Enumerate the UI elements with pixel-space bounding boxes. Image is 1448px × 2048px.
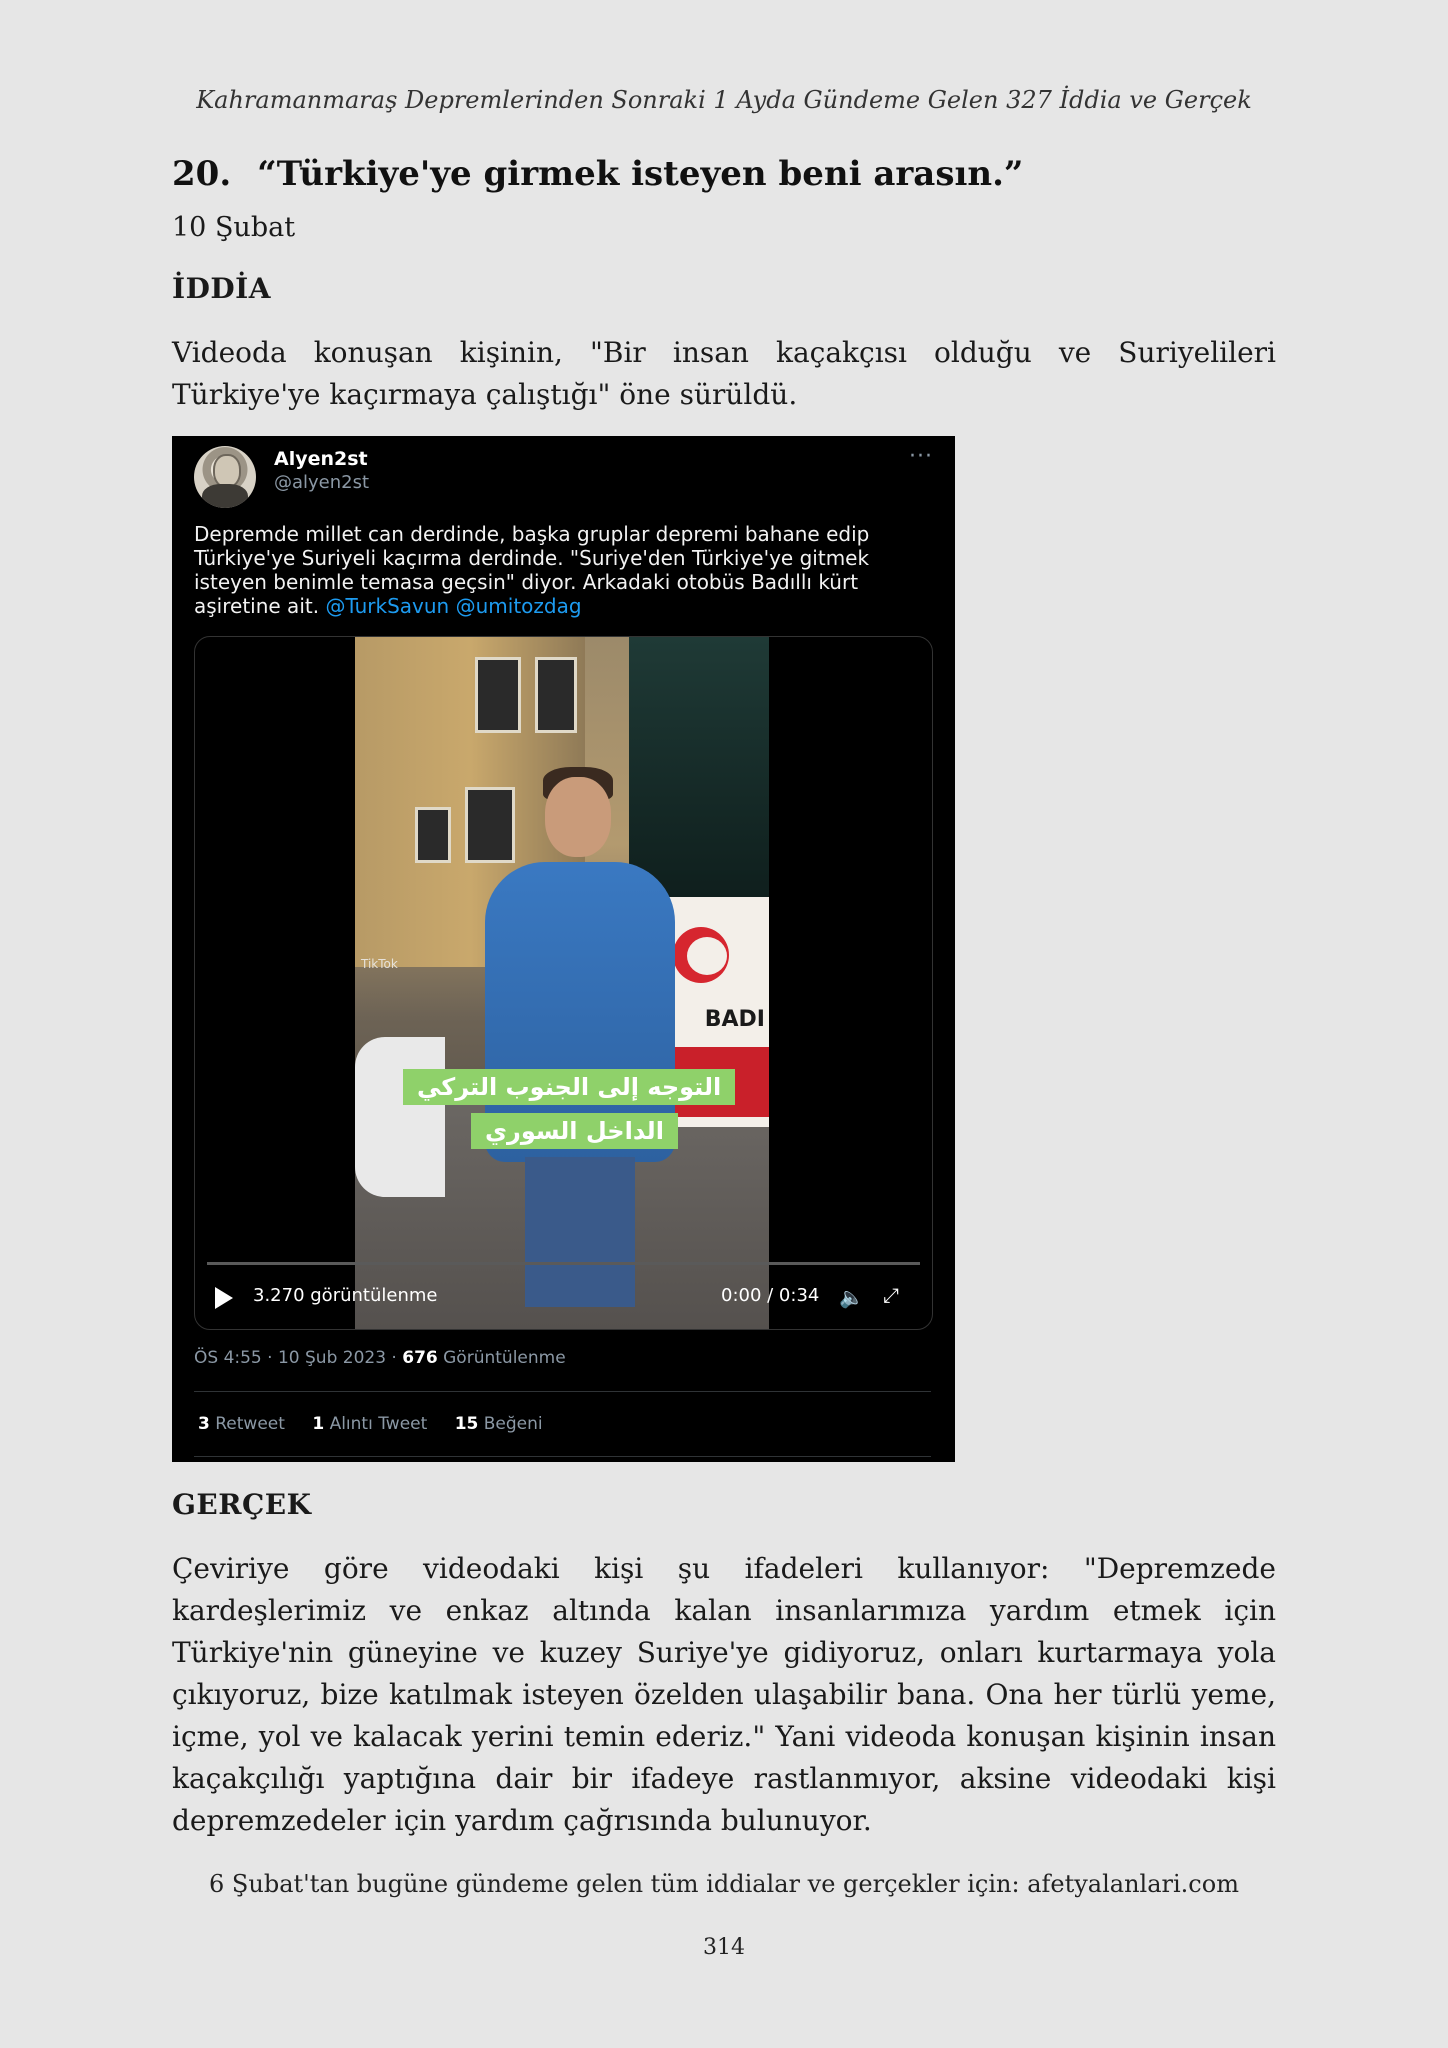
tweet-timestamp[interactable]: ÖS 4:55 · 10 Şub 2023 ·: [194, 1348, 403, 1368]
like-stat[interactable]: 15 Beğeni: [454, 1414, 543, 1434]
video-caption-line-1: التوجه إلى الجنوب التركي: [403, 1069, 735, 1105]
video-time: 0:00 / 0:34: [721, 1285, 820, 1306]
fullscreen-icon[interactable]: ⤢: [883, 1283, 899, 1307]
tweet-screenshot: [172, 436, 955, 1462]
gercek-heading: GERÇEK: [172, 1488, 312, 1521]
tiktok-watermark: TikTok: [361, 957, 398, 971]
play-icon[interactable]: [215, 1287, 233, 1309]
mention-link[interactable]: @TurkSavun: [325, 594, 450, 618]
avatar[interactable]: [194, 446, 256, 508]
banner-text: BADI: [704, 1007, 765, 1032]
page-number: 314: [703, 1935, 745, 1960]
view-label: Görüntülenme: [437, 1348, 566, 1368]
claim-title-text: “Türkiye'ye girmek isteyen beni arasın.”: [257, 154, 1024, 194]
claim-title: [172, 154, 1023, 194]
iddia-heading: İDDİA: [172, 272, 271, 305]
divider: [194, 1456, 931, 1457]
tweet-text: [194, 522, 914, 618]
claim-date: 10 Şubat: [172, 212, 296, 243]
tweet-handle[interactable]: @alyen2st: [274, 472, 370, 493]
claim-number: 20.: [172, 154, 232, 194]
quote-stat[interactable]: 1 Alıntı Tweet: [312, 1414, 428, 1434]
tweet-stats: [198, 1414, 565, 1434]
video-frame: [355, 637, 769, 1329]
footer-note: 6 Şubat'tan bugüne gündeme gelen tüm iddialar ve gerçekler için: afetyalanlari.com: [209, 1870, 1239, 1898]
volume-icon[interactable]: 🔈: [839, 1285, 864, 1309]
tweet-meta: [194, 1348, 566, 1368]
iddia-text: Videoda konuşan kişinin, "Bir insan kaçakçısı olduğu ve Suriyelileri Türkiye'ye kaçırmaya çalıştığı" öne sürüldü.: [172, 336, 1276, 411]
more-options-icon[interactable]: ···: [909, 444, 933, 469]
video-caption-line-2: الداخل السوري: [471, 1113, 678, 1149]
video-views: 3.270 görüntülenme: [253, 1285, 438, 1306]
tweet-display-name[interactable]: Alyen2st: [274, 448, 368, 470]
video-progress-bar[interactable]: [207, 1262, 920, 1265]
tweet-body: Depremde millet can derdinde, başka gruplar depremi bahane edip Türkiye'ye Suriyeli kaçırma derdinde. "Suriye'den Türkiye'ye gitmek isteyen benimle temasa geçsin" diyor. Arkadaki otobüs Badıllı kürt aşiretine ait.: [194, 522, 870, 618]
video-player[interactable]: [194, 636, 933, 1330]
divider: [194, 1391, 931, 1392]
view-count: 676: [402, 1348, 438, 1368]
gercek-text: Çeviriye göre videodaki kişi şu ifadeleri kullanıyor: "Depremzede kardeşlerimiz ve enkaz altında kalan insanlarımıza yardım etmek için Türkiye'nin güneyine ve kuzey Suriye'ye gidiyoruz, onları kurtarmaya yola çıkıyoruz, bize katılmak isteyen özelden ulaşabilir bana. Ona her türlü yeme, içme, yol ve kalacak yerini temin ederiz." Yani videoda konuşan kişinin insan kaçakçılığı yaptığına dair bir ifadeye rastlanmıyor, aksine videodaki kişi depremzedeler için yardım çağrısında bulunuyor.: [172, 1552, 1276, 1837]
mention-link[interactable]: @umitozdag: [455, 594, 582, 618]
running-header: Kahramanmaraş Depremlerinden Sonraki 1 Ayda Gündeme Gelen 327 İddia ve Gerçek: [196, 86, 1252, 114]
retweet-stat[interactable]: 3 Retweet: [198, 1414, 285, 1434]
